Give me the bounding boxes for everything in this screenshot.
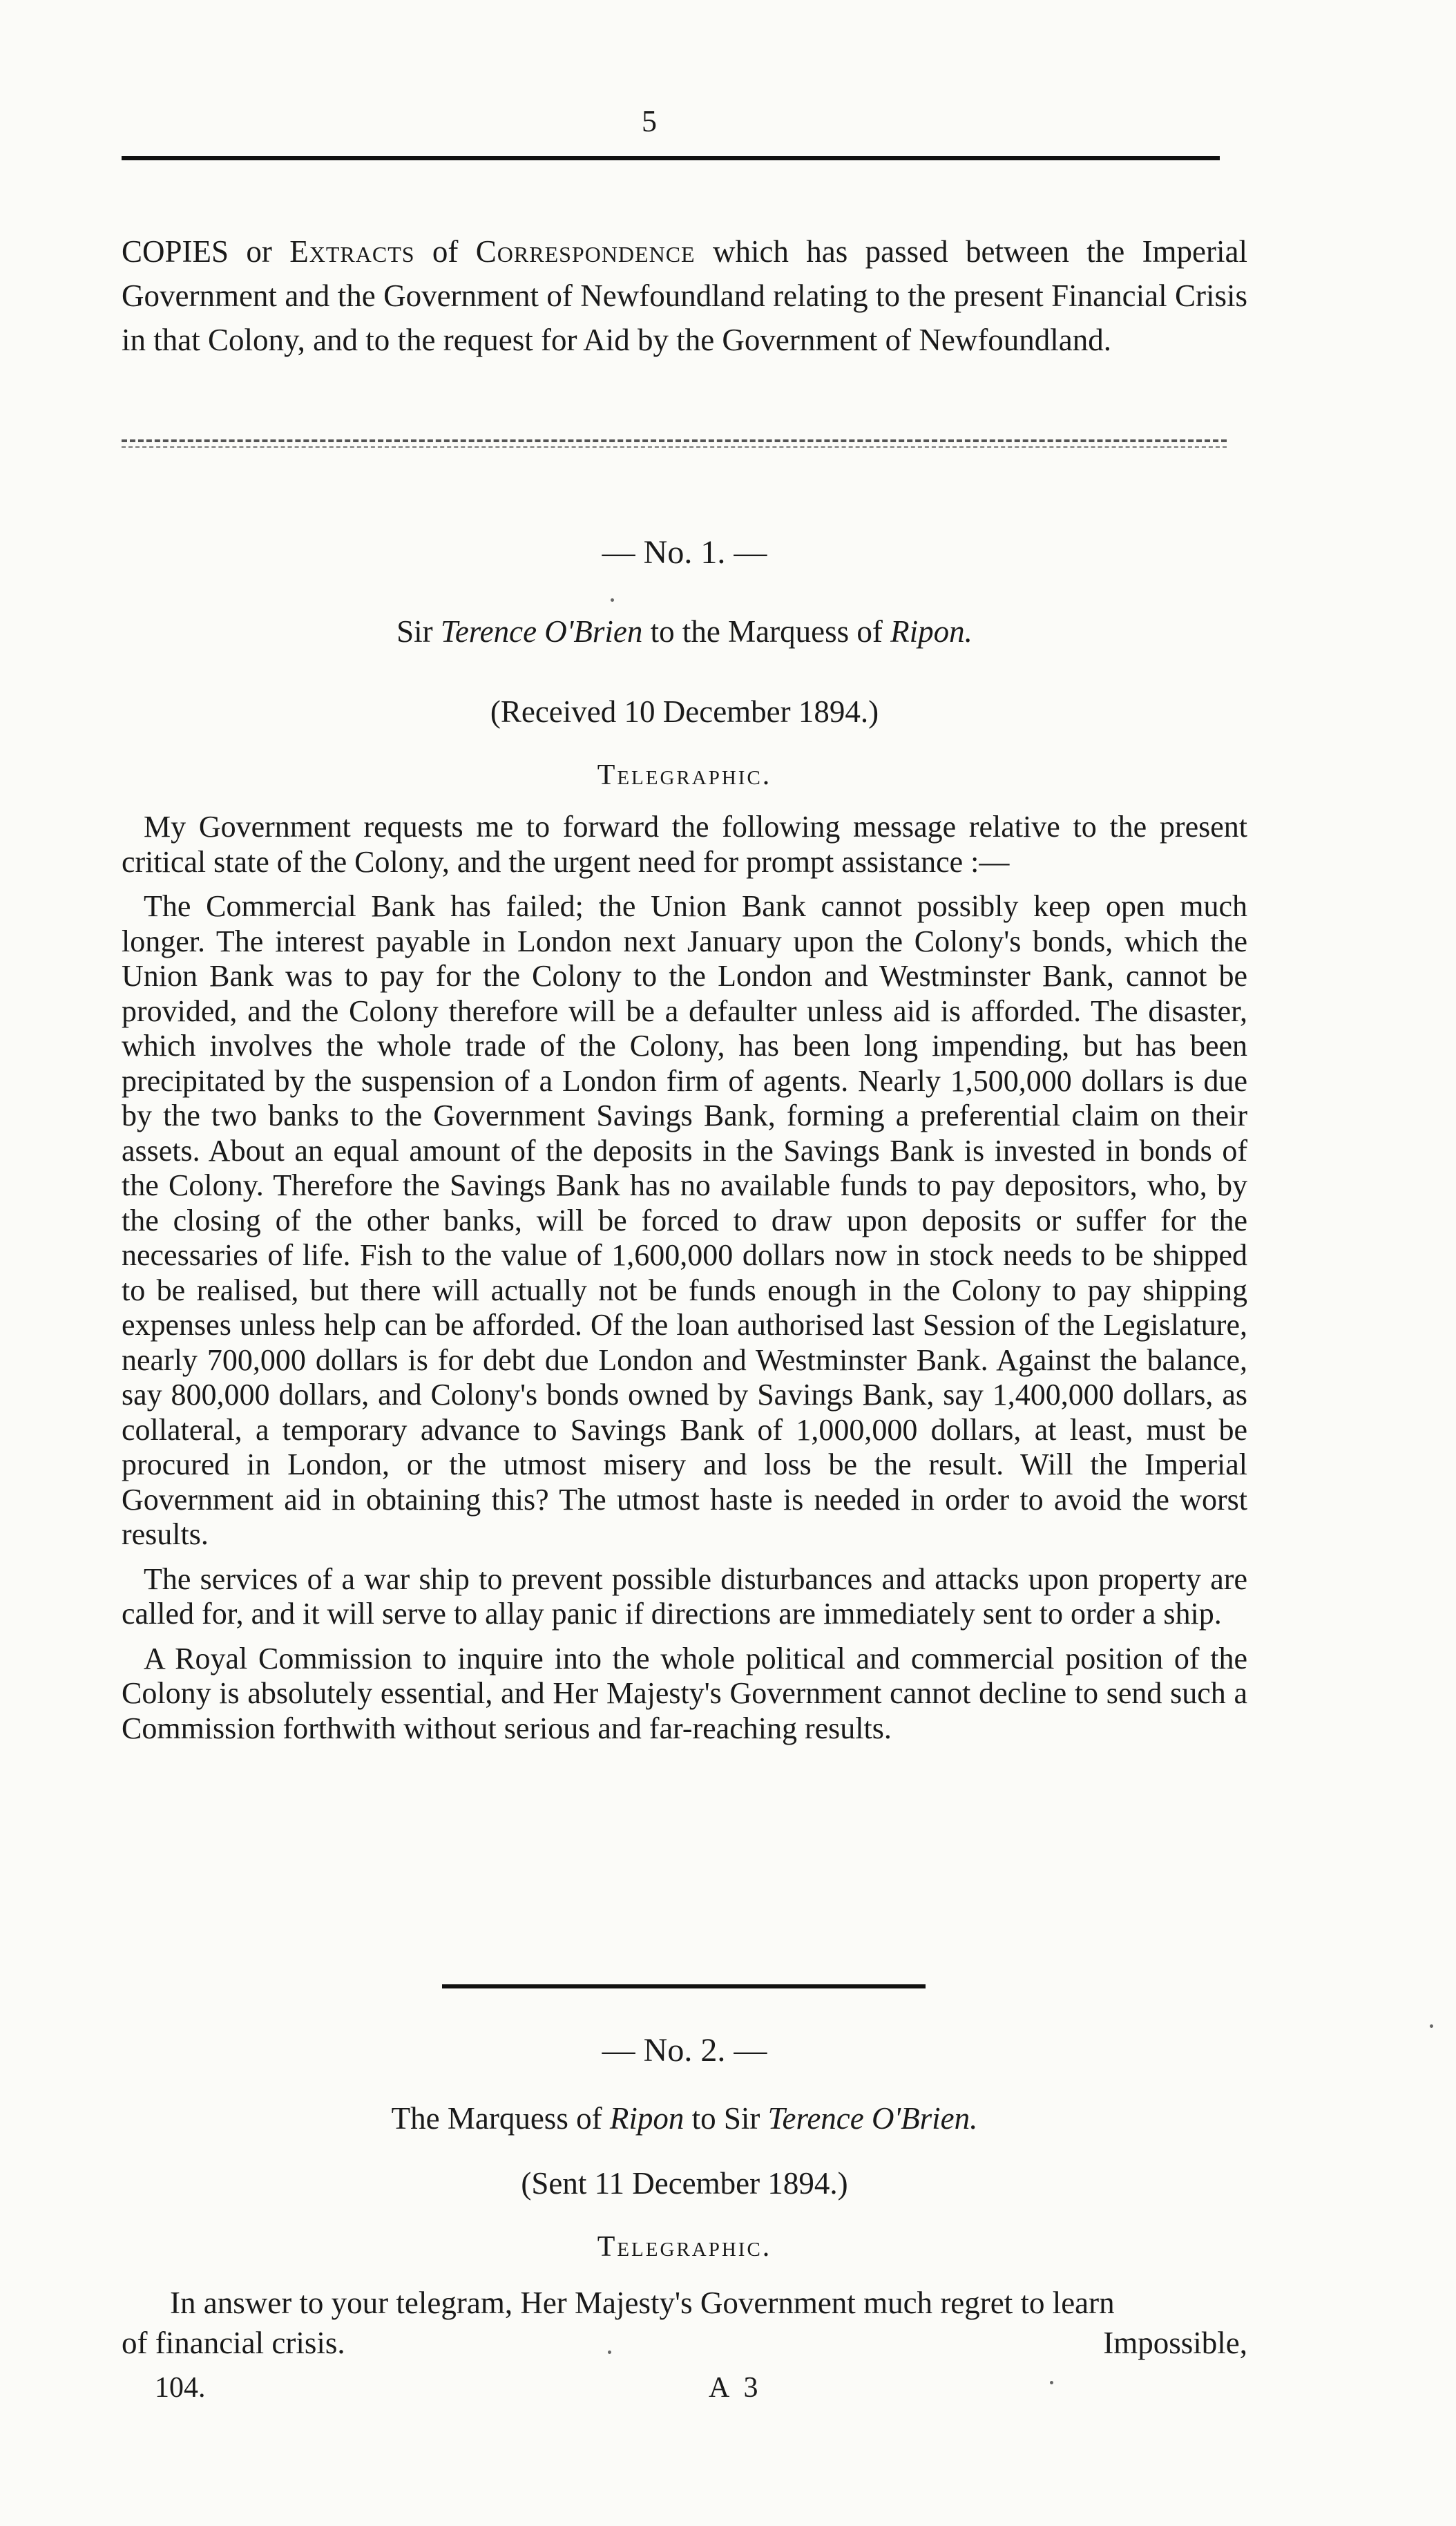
section-2-sent: (Sent 11 December 1894.)	[521, 2166, 848, 2201]
paragraph: The Commercial Bank has failed; the Union Bank cannot possibly keep open much longer. The interest payable in London next January upon the Colony's bonds, which the Union Bank was to pay for the Colony to the London and Westminster Bank, cannot be provided, and the Colony therefore will be a defaulter unless aid is afforded. The disaster, which involves the whole trade of the Colony, has been long impending, but has been precipitated by the suspension of a London firm of agents. Nearly 1,500,000 dollars is due by the two banks to the Government Savings Bank, forming a preferential claim on their assets. About an equal amount of the deposits in the Savings Bank is invested in bonds of the Colony. Therefore the Savings Bank has no available funds to pay depositors, who, by the closing of the other banks, will be forced to draw upon deposits or suffer for the necessaries of life. Fish to the value of 1,600,000 dollars now in stock needs to be shipped to be realised, but there will actually not be funds enough in the Colony to pay shipping expenses unless help can be afforded. Of the loan authorised last Session of the Legislature, nearly 700,000 dollars is for debt due London and Westminster Bank. Against the balance, say 800,000 dollars, and Colony's bonds owned by Savings Bank, say 1,400,000 dollars, as collateral, a temporary advance to Savings Bank of 1,000,000 dollars, at least, must be procured in London, or the utmost misery and loss be the result. Will the Imperial Government aid in obtaining this? The utmost haste is needed in order to avoid the worst results.	[122, 889, 1247, 1551]
title-of: of	[432, 234, 459, 269]
section-2-number: — No. 2. —	[602, 2032, 767, 2069]
section-2-to: to Sir	[691, 2101, 760, 2136]
paragraph: The services of a war ship to prevent possible disturbances and attacks upon property are called for, and it will serve to allay panic if directions are immediately sent to order a ship.	[122, 1561, 1247, 1631]
section-1-to: to the Marquess of	[650, 614, 883, 649]
dashed-rule	[122, 439, 1227, 442]
title-extracts: Extracts	[289, 234, 415, 269]
section-2-line-2-right: Impossible,	[1103, 2326, 1247, 2360]
title-correspondence: Correspondence	[475, 234, 696, 269]
print-speck	[1430, 2024, 1433, 2028]
section-1-from-name: Terence O'Brien	[440, 614, 643, 649]
section-2-telegraphic: Telegraphic.	[597, 2231, 772, 2263]
dashed-rule-thin	[122, 446, 1227, 448]
section-divider	[442, 1984, 926, 1988]
print-speck	[611, 598, 614, 602]
section-2-from: The Marquess of	[391, 2101, 602, 2136]
document-title	[122, 229, 1247, 362]
title-rest: which has passed between the Imperial Government and the Government of Newfoundland relating to the present Financial Crisis in that Colony, and to the request for Aid by the Government of Newfoundland.	[122, 234, 1247, 357]
section-2-line-2-left: of financial crisis.	[122, 2326, 345, 2360]
title-lead: COPIES or	[122, 234, 272, 269]
section-1-received: (Received 10 December 1894.)	[490, 694, 879, 729]
section-2-line-2	[122, 2323, 1247, 2363]
section-2-from-name: Ripon	[609, 2101, 684, 2136]
paragraph: My Government requests me to forward the following message relative to the present critical state of the Colony, and the urgent need for prompt assistance :—	[122, 810, 1247, 879]
section-1-addressing	[122, 614, 1247, 649]
paragraph: A Royal Commission to inquire into the whole political and commercial position of the Colony is absolutely essential, and Her Majesty's Government cannot decline to send such a Commission forthwith without serious and far-reaching results.	[122, 1641, 1247, 1745]
signature-mark: A 3	[709, 2372, 763, 2404]
page-number: 5	[642, 104, 657, 138]
section-1-from: Sir	[396, 614, 433, 649]
section-2-addressing	[122, 2100, 1247, 2136]
print-speck	[1050, 2381, 1053, 2384]
print-speck	[608, 2351, 611, 2354]
top-rule	[122, 156, 1220, 160]
section-1-body	[122, 810, 1247, 1756]
section-2-to-name: Terence O'Brien.	[767, 2101, 978, 2136]
section-1-to-name: Ripon.	[890, 614, 973, 649]
footer-number: 104.	[155, 2372, 206, 2404]
section-2-body	[122, 2283, 1247, 2363]
section-1-telegraphic: Telegraphic.	[597, 759, 772, 791]
section-1-number: — No. 1. —	[602, 534, 767, 571]
section-2-line-1: In answer to your telegram, Her Majesty's Government much regret to learn	[170, 2286, 1115, 2320]
